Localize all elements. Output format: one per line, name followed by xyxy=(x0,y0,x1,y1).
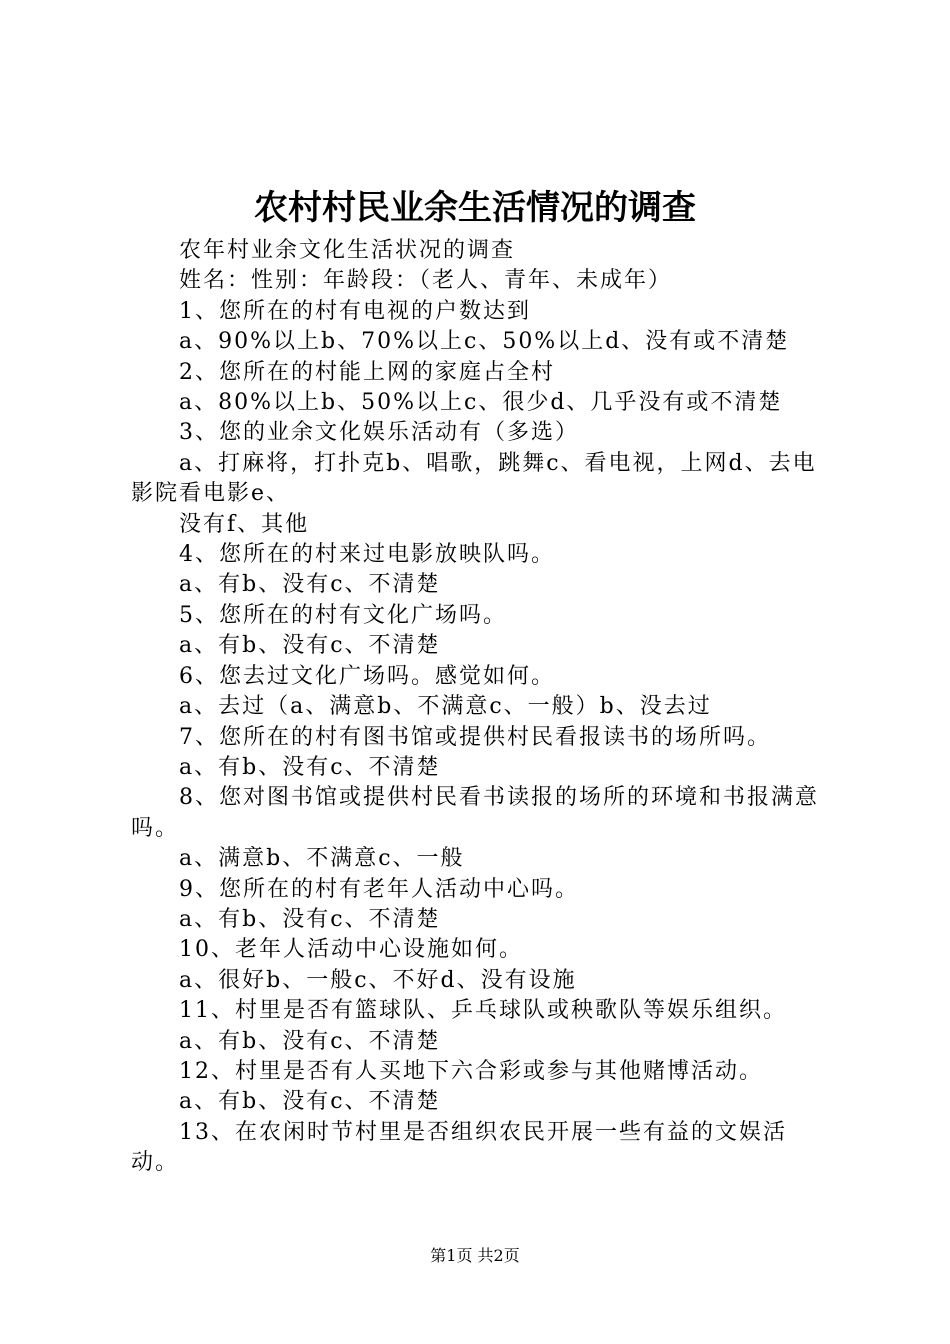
paragraph: 12、村里是否有人买地下六合彩或参与其他赌博活动。 xyxy=(179,1058,763,1084)
paragraph: a、打麻将，打扑克b、唱歌，跳舞c、看电视，上网d、去电影院看电影e、 xyxy=(131,450,817,507)
paragraph: a、有b、没有c、不清楚 xyxy=(179,572,441,598)
paragraph: 8、您对图书馆或提供村民看书读报的场所的环境和书报满意吗。 xyxy=(131,785,819,841)
paragraph: 姓名：性别：年龄段：（老人、青年、未成年） xyxy=(179,268,673,294)
document-title: 农村村民业余生活情况的调查 xyxy=(254,188,696,228)
paragraph: 9、您所在的村有老年人活动中心吗。 xyxy=(179,876,579,902)
paragraph: 10、老年人活动中心设施如何。 xyxy=(179,937,523,963)
paragraph: 农年村业余文化生活状况的调查 xyxy=(179,238,516,263)
document-body xyxy=(131,236,831,1179)
paragraph: a、有b、没有c、不清楚 xyxy=(179,906,441,932)
paragraph: a、80%以上b、50%以上c、很少d、几乎没有或不清楚 xyxy=(179,390,783,416)
paragraph: a、很好b、一般c、不好d、没有设施 xyxy=(179,967,577,993)
paragraph: 6、您去过文化广场吗。感觉如何。 xyxy=(179,663,555,689)
paragraph: a、有b、没有c、不清楚 xyxy=(179,633,441,659)
paragraph: a、满意b、不满意c、一般 xyxy=(179,846,465,872)
paragraph: 11、村里是否有篮球队、乒乓球队或秧歌队等娱乐组织。 xyxy=(179,998,787,1024)
paragraph: a、有b、没有c、不清楚 xyxy=(179,754,441,780)
page-footer: 第1页 共2页 xyxy=(430,1246,520,1265)
paragraph: a、有b、没有c、不清楚 xyxy=(179,1089,441,1115)
paragraph: 13、在农闲时节村里是否组织农民开展一些有益的文娱活动。 xyxy=(131,1119,787,1176)
paragraph: 5、您所在的村有文化广场吗。 xyxy=(179,602,507,628)
paragraph: 1、您所在的村有电视的户数达到 xyxy=(179,298,531,324)
paragraph: 7、您所在的村有图书馆或提供村民看报读书的场所吗。 xyxy=(179,724,771,750)
paragraph: 没有f、其他 xyxy=(179,511,310,537)
paragraph: 2、您所在的村能上网的家庭占全村 xyxy=(179,359,555,385)
paragraph: a、90%以上b、70%以上c、50%以上d、没有或不清楚 xyxy=(179,329,790,355)
paragraph: 3、您的业余文化娱乐活动有（多选） xyxy=(179,420,579,446)
paragraph: a、有b、没有c、不清楚 xyxy=(179,1028,441,1054)
paragraph: a、去过（a、满意b、不满意c、一般）b、没去过 xyxy=(179,694,712,720)
paragraph: 4、您所在的村来过电影放映队吗。 xyxy=(179,542,555,568)
